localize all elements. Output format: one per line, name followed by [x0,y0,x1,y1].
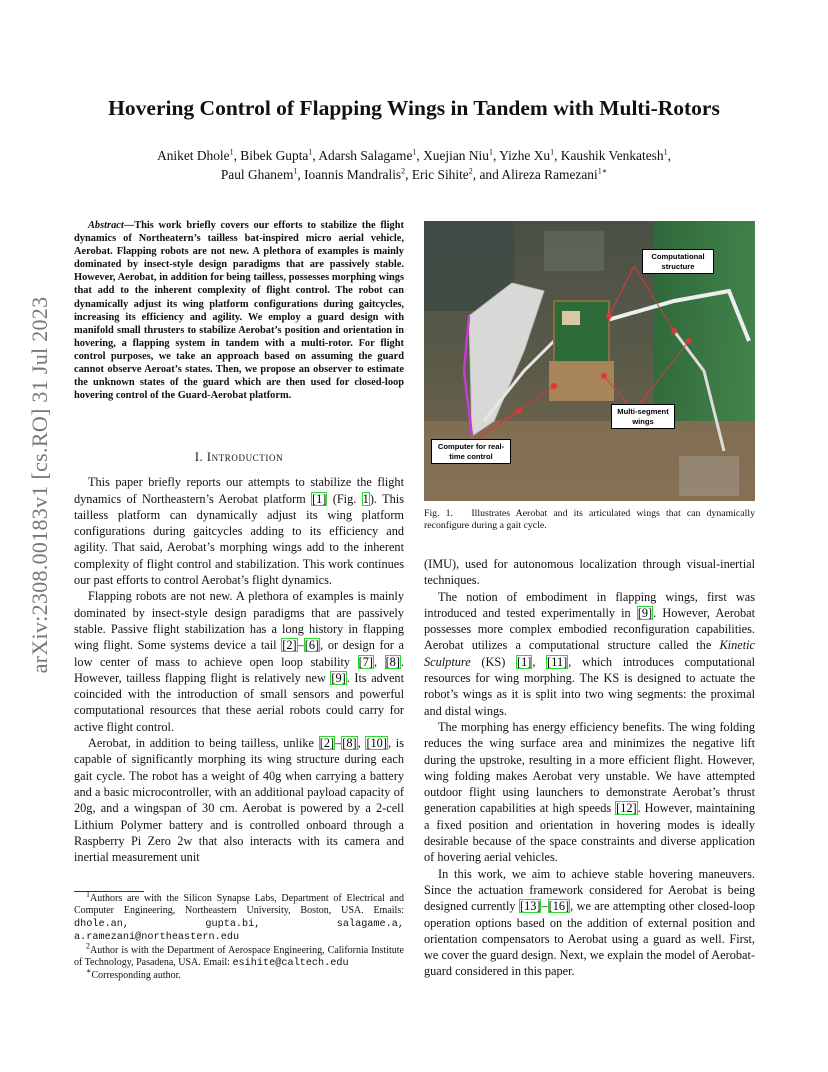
author: Yizhe Xu [499,148,551,163]
arxiv-sidebar [18,250,62,720]
abstract-label: Abstract [88,220,124,231]
author: Ioannis Mandralis [304,167,402,182]
footnote: $^1$Authors are with the Silicon Synapse Labs, Department of Electrical and Computer Engineering, Northeastern University, Boston, USA. Emails: dhole.an, gupta.bi, salagame.a, a.ramezani@northeastern.edu [74,889,404,944]
paragraph: (IMU), used for autonomous localization through visual-inertial techniques. [424,557,755,588]
section-heading: I. Introduction [194,450,284,464]
label-computer-real-time: Computer for real-time control [431,439,511,464]
citation-link[interactable]: [13] [519,899,541,914]
author: Adarsh Salagame [318,148,413,163]
paragraph: Aerobat, in addition to being tailless, unlike [2]–[8], [10], is capable of significantly morphing its wing structure during each gait cycle. The robot has a weight of 40g when carrying a battery and a basic microcontroller, with an additional payload capacity of 20g, and a wingspan of 30 cm. Aerobat is powered by a 2-cell Lithium Polymer battery and is controlled onboard through a Raspberry Pi Zero 2w that also interacts with its camera and inertial measurement unit [74,736,404,865]
citation-link[interactable]: [12] [616,801,637,816]
figure-1-photo [424,221,755,501]
abstract: Abstract—This work briefly covers our efforts to stabilize the flight dynamics of Northeatern’s tailless bat-inspired micro aerial vehicle, Aerobat. Flapping robots are not new. A plethora of examples is mainly dominated by insect-style design paradigms that are passively stable. However, Aerobat, in addition for being tailless, possesses morphing wings that add to the inherent complexity of flight control. The robot can dynamically adjust its wing platform configurations during gaitcycles, increasing its efficiency and agility. We employ a guard design with manifold small thrusters to stabilize Aerobat’s position and orientation in hovering, a flapping system in tandem with a multi-rotor. For flight control purposes, we take an approach based on assuming the guard cannot observe Aeroat’s states. Then, we propose an observer to estimate the unknown states of the guard which are then used for closed-loop hovering control of the Guard-Aerobat platform. [74,220,404,402]
body-board [554,301,609,366]
label-computational-structure: Computational structure [642,249,714,274]
author-line-1: Aniket Dhole$^1$, Bibek Gupta$^1$, Adarsh Salagame$^1$, Xuejian Niu$^1$, Yizhe Xu$^1$, Kaushik Venkatesh$^1$, [157,147,671,163]
citation-link[interactable]: [2] [319,736,335,751]
author: Kaushik Venkatesh [560,148,664,163]
citation-link[interactable]: [1] [312,491,327,506]
author: Paul Ghanem [220,167,294,182]
citation-link[interactable]: [9] [637,605,653,620]
figure-link[interactable]: 1 [362,491,369,506]
citation-link[interactable]: [9] [331,670,346,685]
paragraph: Flapping robots are not new. A plethora of examples is mainly dominated by insect-style design paradigms that are passively stable. Passive flight stabilization has a long history in flapping wing flight. Some systems device a tail [2]–[6], or design for a low center of mass to achieve open loop stability [7], [8]. However, tailless flapping flight is relatively new [9]. Its advent coincided with the introduction of small sensors and powerful computational resources that these aerial robots could carry for active flight control. [74,589,404,734]
citation-link[interactable]: [8] [385,654,400,669]
paragraph: In this work, we aim to achieve stable hovering maneuvers. Since the actuation framework considered for Aerobat is being designed currently [13]–[16], we are attempting other closed-loop operation options based on the addition of external position and orientation compensators to Aerobat using a guard as well. First, we cover the guard design. Next, we explain the model of Aerobat-guard considered in this paper. [424,866,755,979]
figure-caption: Fig. 1. Illustrates Aerobat and its articulated wings that can dynamically reconfigure during a gait cycle. [424,508,755,532]
paragraph: The notion of embodiment in flapping wings, first was introduced and tested experimentally in [9]. However, Aerobat possesses more complex embodied reconfiguration capabilities. Aerobat utilizes a computational structure called the Kinetic Sculpture (KS) [1], [11], which introduces computational resources for wing morphing. The KS is designed to actuate the robot’s wings as it is split into two wing segments: the proximal and distal wings. [424,589,756,718]
footnote-rule [74,891,144,892]
citation-link[interactable]: [16] [548,899,570,914]
author: Aniket Dhole [157,148,230,163]
author: Xuejian Niu [423,148,489,163]
abstract-text: This work briefly covers our efforts to stabilize the flight dynamics of Northeatern’s tailless bat-inspired micro aerial vehicle, Aerobat. Flapping robots are not new. A plethora of examples is mainly dominated by insect-style design paradigms that are passively stable. However, Aerobat, in addition for being tailless, possesses morphing wings that add to the inherent complexity of flight control. The robot can dynamically adjust its wing platform configurations during gaitcycles, increasing its efficiency and agility. We employ a guard design with manifold small thrusters to stabilize Aerobat’s position and orientation in hovering, a flapping system in tandem with a multi-rotor. For flight control purposes, we take an approach based on assuming the guard cannot observe Aeroat’s states. Then, we propose an observer to estimate the unknown states of the guard which are then used for closed-loop hovering control of the Guard-Aerobat platform. [74,220,404,402]
footnotes [74,889,404,983]
arxiv-id: arXiv:2308.00183v1 [cs.RO] 31 Jul 2023 [27,296,52,674]
introduction-section [74,449,404,865]
citation-link[interactable]: [10] [366,736,387,751]
paragraph: This paper briefly reports our attempts to stabilize the flight dynamics of Northeastern’s Aerobat platform [1] (Fig. 1). This tailless platform can dynamically adjust its wing platform configurations during gaitcycles adding to its efficiency and agility. That said, Aerobat’s morphing wings add to the inherent complexity of flight control and stabilization. This work continues our past efforts to control Aerobat’s flight dynamics. [74,475,404,588]
footnote: $^2$Author is with the Department of Aerospace Engineering, California Institute of Technology, Pasadena, USA. Email: esihite@caltech.edu [74,941,404,970]
citation-link[interactable]: [8] [342,736,357,751]
citation-link[interactable]: [11] [547,654,568,669]
label-multi-segment-wings: Multi-segment wings [611,404,675,429]
citation-link[interactable]: [7] [358,654,373,669]
citation-link[interactable]: [2] [282,638,297,653]
citation-link[interactable]: [1] [517,654,532,669]
paper-title: Hovering Control of Flapping Wings in Tandem with Multi-Rotors [108,96,720,120]
right-column-text [424,556,755,980]
author-list [90,146,738,184]
author-line-2: Paul Ghanem$^1$, Ioannis Mandralis$^2$, Eric Sihite$^2$, and Alireza Ramezani$^{1∗}$ [220,166,608,182]
author: Alireza Ramezani [501,167,598,182]
footnote: ∗Corresponding author. [86,967,181,982]
author: Eric Sihite [411,167,469,182]
citation-link[interactable]: [6] [304,638,320,653]
paragraph: The morphing has energy efficiency benefits. The wing folding reduces the wing surface area and minimizes the negative lift during the upstroke, resulting in a more efficient flight. However, wing folding makes Aerobat very unstable. We have attempted outdoor flight using launchers to demonstrate Aerobat’s thrust generation capabilities at high speeds [12]. However, maintaining a fixed position and orientation in hovering modes is ideally desirable because of the space constraints and diverse application of hovering aerial vehicles. [424,719,755,865]
author: Bibek Gupta [240,148,309,163]
